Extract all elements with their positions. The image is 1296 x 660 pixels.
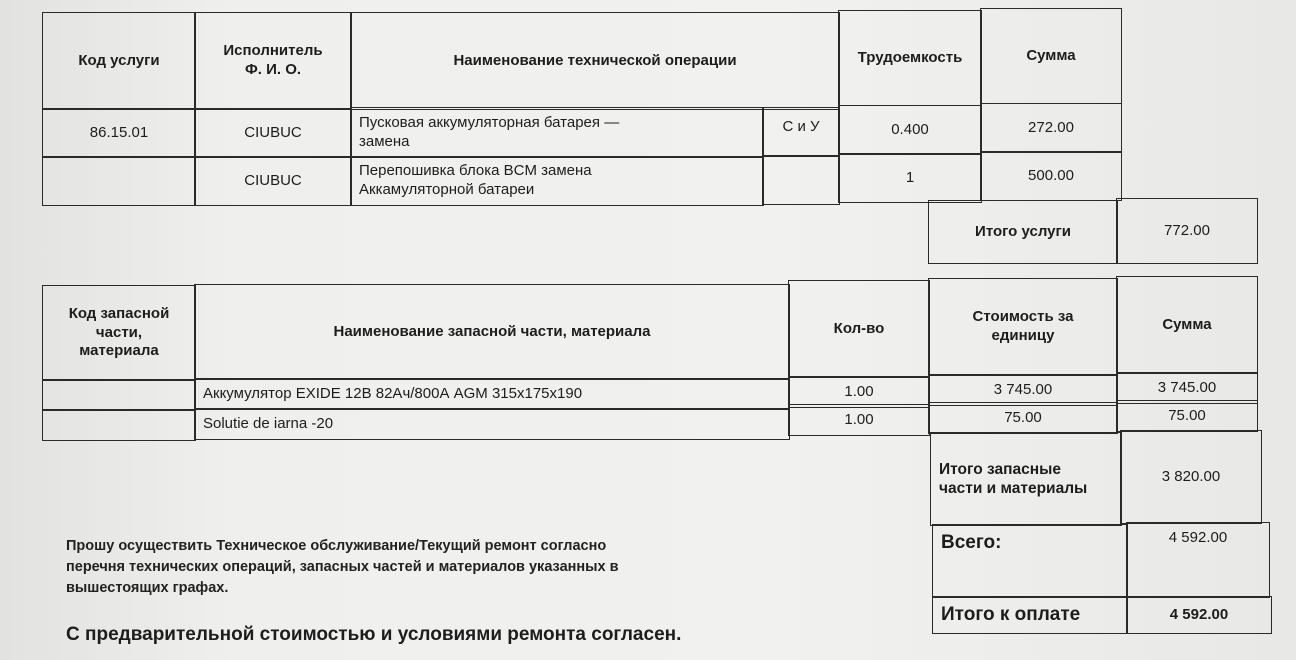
header-service-code: Код услуги — [42, 12, 196, 110]
header-parts-sum: Сумма — [1116, 276, 1258, 374]
table-row-1-labor: 0.400 — [838, 105, 982, 155]
table-row-2-code — [42, 156, 196, 206]
header-quantity: Кол-во — [788, 280, 930, 378]
amount-due-label: Итого к оплате — [932, 596, 1128, 634]
parts-row-1-quantity: 1.00 — [788, 376, 930, 408]
parts-row-2-sum: 75.00 — [1116, 400, 1258, 432]
header-unit-cost: Стоимость за единицу — [928, 278, 1118, 376]
parts-row-2-quantity: 1.00 — [788, 404, 930, 436]
services-total-value: 772.00 — [1116, 198, 1258, 264]
header-part-name: Наименование запасной части, материала — [194, 284, 790, 380]
consent-statement: С предварительной стоимостью и условиями ремонта согласен. — [66, 624, 682, 645]
table-row-2-operation: Перепошивка блока BCM замена Аккамуляторной батареи — [350, 156, 764, 206]
table-row-2-executor: CIUBUC — [194, 156, 352, 206]
parts-row-1-code — [42, 379, 196, 411]
header-labor: Трудоемкость — [838, 10, 982, 106]
table-row-1-code: 86.15.01 — [42, 108, 196, 158]
parts-row-1-name: Аккумулятор EXIDE 12В 82Ач/800А AGM 315х175х190 — [194, 378, 790, 410]
parts-row-2-unit-cost: 75.00 — [928, 402, 1118, 434]
header-sum: Сумма — [980, 8, 1122, 104]
table-row-2-labor: 1 — [838, 153, 982, 203]
table-row-2-sum: 500.00 — [980, 151, 1122, 201]
table-row-1-type: С и У — [762, 107, 840, 157]
table-row-1-sum: 272.00 — [980, 103, 1122, 153]
header-part-code: Код запасной части, материала — [42, 285, 196, 381]
parts-row-1-sum: 3 745.00 — [1116, 372, 1258, 404]
table-row-1-operation: Пусковая аккумуляторная батарея — замена — [350, 107, 764, 158]
parts-total-label: Итого запасные части и материалы — [930, 432, 1122, 526]
parts-row-2-code — [42, 409, 196, 441]
parts-row-2-name: Solutie de iarna -20 — [194, 408, 790, 440]
header-executor: Исполнитель Ф. И. О. — [194, 12, 352, 110]
header-operation-name: Наименование технической операции — [350, 12, 840, 110]
services-total-label: Итого услуги — [928, 200, 1118, 264]
grand-total-value: 4 592.00 — [1126, 522, 1270, 598]
request-statement: Прошу осуществить Техническое обслуживание/Текущий ремонт согласно перечня технических операций, запасных частей и материалов указанных в вышестоящих графах. — [66, 538, 619, 597]
table-row-1-executor: CIUBUC — [194, 108, 352, 158]
table-row-2-type — [762, 155, 840, 205]
parts-row-1-unit-cost: 3 745.00 — [928, 374, 1118, 406]
grand-total-label: Всего: — [932, 524, 1128, 598]
amount-due-value: 4 592.00 — [1126, 596, 1272, 634]
parts-total-value: 3 820.00 — [1120, 430, 1262, 524]
